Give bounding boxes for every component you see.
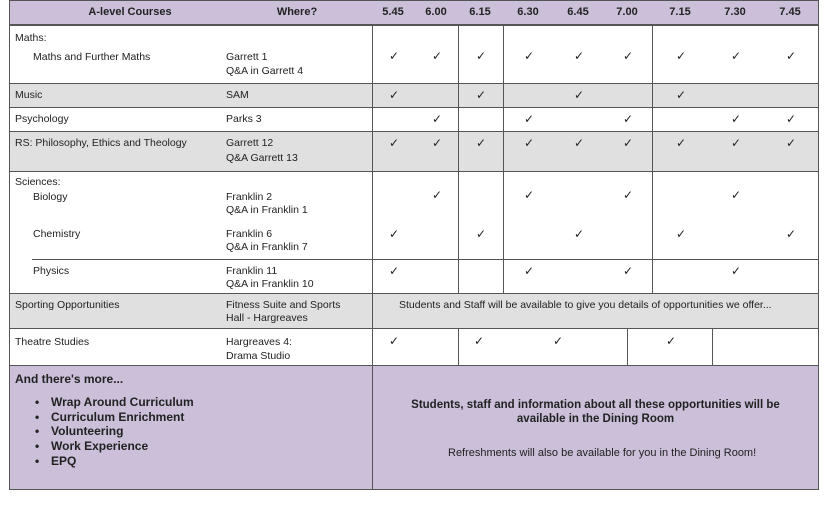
tick-icon: ✓ (573, 49, 585, 63)
refreshments-note: Refreshments will also be available for you in the Dining Room! (448, 447, 757, 459)
tick-icon: ✓ (622, 49, 634, 63)
list-item: • Work Experience (35, 439, 149, 454)
room: Parks 3 (226, 113, 262, 125)
more-list (35, 395, 194, 469)
tick-icon: ✓ (388, 49, 400, 63)
list-item: • Wrap Around Curriculum (35, 395, 194, 409)
course-name: Sporting Opportunities (15, 299, 120, 311)
course-name: RS: Philosophy, Ethics and Theology (15, 137, 187, 149)
tick-icon: ✓ (622, 264, 634, 278)
course-name: Theatre Studies (15, 336, 90, 348)
tick-icon: ✓ (675, 227, 687, 241)
tick-icon: ✓ (573, 136, 585, 150)
tick-icon: ✓ (475, 88, 487, 102)
tick-icon: ✓ (388, 334, 400, 348)
header-time: 6.00 (425, 6, 447, 18)
sciences-group-label: Sciences: (15, 176, 61, 188)
tick-icon: ✓ (431, 49, 443, 63)
tick-icon: ✓ (475, 49, 487, 63)
tick-icon: ✓ (431, 112, 443, 126)
room: Drama Studio (226, 350, 291, 362)
room: Franklin 2 (226, 191, 273, 203)
tick-icon: ✓ (730, 112, 742, 126)
list-item: • Volunteering (35, 424, 124, 439)
room: Franklin 6 (226, 228, 273, 240)
tick-icon: ✓ (475, 227, 487, 241)
tick-icon: ✓ (785, 136, 797, 150)
tick-icon: ✓ (622, 136, 634, 150)
header-time: 6.15 (469, 6, 491, 18)
tick-icon: ✓ (388, 264, 400, 278)
info-line-2: available in the Dining Room (516, 413, 675, 425)
more-heading: And there's more... (15, 372, 124, 386)
header-time: 5.45 (382, 6, 404, 18)
tick-icon: ✓ (675, 136, 687, 150)
header-time: 6.30 (517, 6, 539, 18)
course-name: Music (15, 89, 43, 101)
tick-icon: ✓ (785, 49, 797, 63)
tick-icon: ✓ (622, 188, 634, 202)
room: Garrett 12 (226, 137, 274, 149)
tick-icon: ✓ (730, 188, 742, 202)
tick-icon: ✓ (730, 136, 742, 150)
tick-icon: ✓ (730, 264, 742, 278)
header-time: 7.15 (669, 6, 691, 18)
room: Fitness Suite and Sports (226, 299, 341, 311)
header-courses: A-level Courses (88, 6, 172, 18)
room: Franklin 11 (226, 265, 278, 277)
course-name: Biology (33, 191, 68, 203)
tick-icon: ✓ (785, 227, 797, 241)
room-qa: Q&A in Garrett 4 (226, 65, 304, 77)
room-qa: Q&A in Franklin 10 (226, 278, 314, 290)
tick-icon: ✓ (431, 188, 443, 202)
course-name: Maths and Further Maths (33, 51, 151, 63)
room-qa: Q&A in Franklin 1 (226, 204, 308, 216)
tick-icon: ✓ (622, 112, 634, 126)
list-item: • Curriculum Enrichment (35, 409, 185, 424)
list-item: • EPQ (35, 453, 77, 468)
tick-icon: ✓ (388, 136, 400, 150)
tick-icon: ✓ (573, 88, 585, 102)
room: SAM (226, 89, 249, 101)
course-name: Physics (33, 265, 70, 277)
tick-icon: ✓ (785, 112, 797, 126)
tick-icon: ✓ (388, 227, 400, 241)
tick-icon: ✓ (388, 88, 400, 102)
info-line-1: Students, staff and information about all these opportunities will be (411, 399, 780, 411)
header-time: 7.45 (779, 6, 801, 18)
header-time: 7.00 (616, 6, 638, 18)
tick-icon: ✓ (730, 49, 742, 63)
tick-icon: ✓ (475, 136, 487, 150)
tick-icon: ✓ (523, 136, 535, 150)
tick-icon: ✓ (573, 227, 585, 241)
maths-group-label: Maths: (15, 32, 47, 44)
tick-icon: ✓ (473, 334, 485, 348)
room: Garrett 1 (226, 51, 268, 63)
tick-icon: ✓ (675, 88, 687, 102)
tick-icon: ✓ (523, 49, 535, 63)
header-where: Where? (276, 6, 318, 18)
room: Hargreaves 4: (226, 336, 292, 348)
header-time: 6.45 (567, 6, 589, 18)
tick-icon: ✓ (665, 334, 677, 348)
tick-icon: ✓ (431, 136, 443, 150)
tick-icon: ✓ (523, 112, 535, 126)
room: Hall - Hargreaves (226, 312, 308, 324)
header-time: 7.30 (724, 6, 746, 18)
room-qa: Q&A in Franklin 7 (226, 241, 308, 253)
course-name: Chemistry (33, 228, 81, 240)
sporting-note: Students and Staff will be available to give you details of opportunities we offer... (399, 299, 772, 311)
room-qa: Q&A Garrett 13 (226, 152, 298, 164)
tick-icon: ✓ (675, 49, 687, 63)
tick-icon: ✓ (523, 264, 535, 278)
tick-icon: ✓ (523, 188, 535, 202)
tick-icon: ✓ (552, 334, 564, 348)
course-name: Psychology (15, 113, 69, 125)
